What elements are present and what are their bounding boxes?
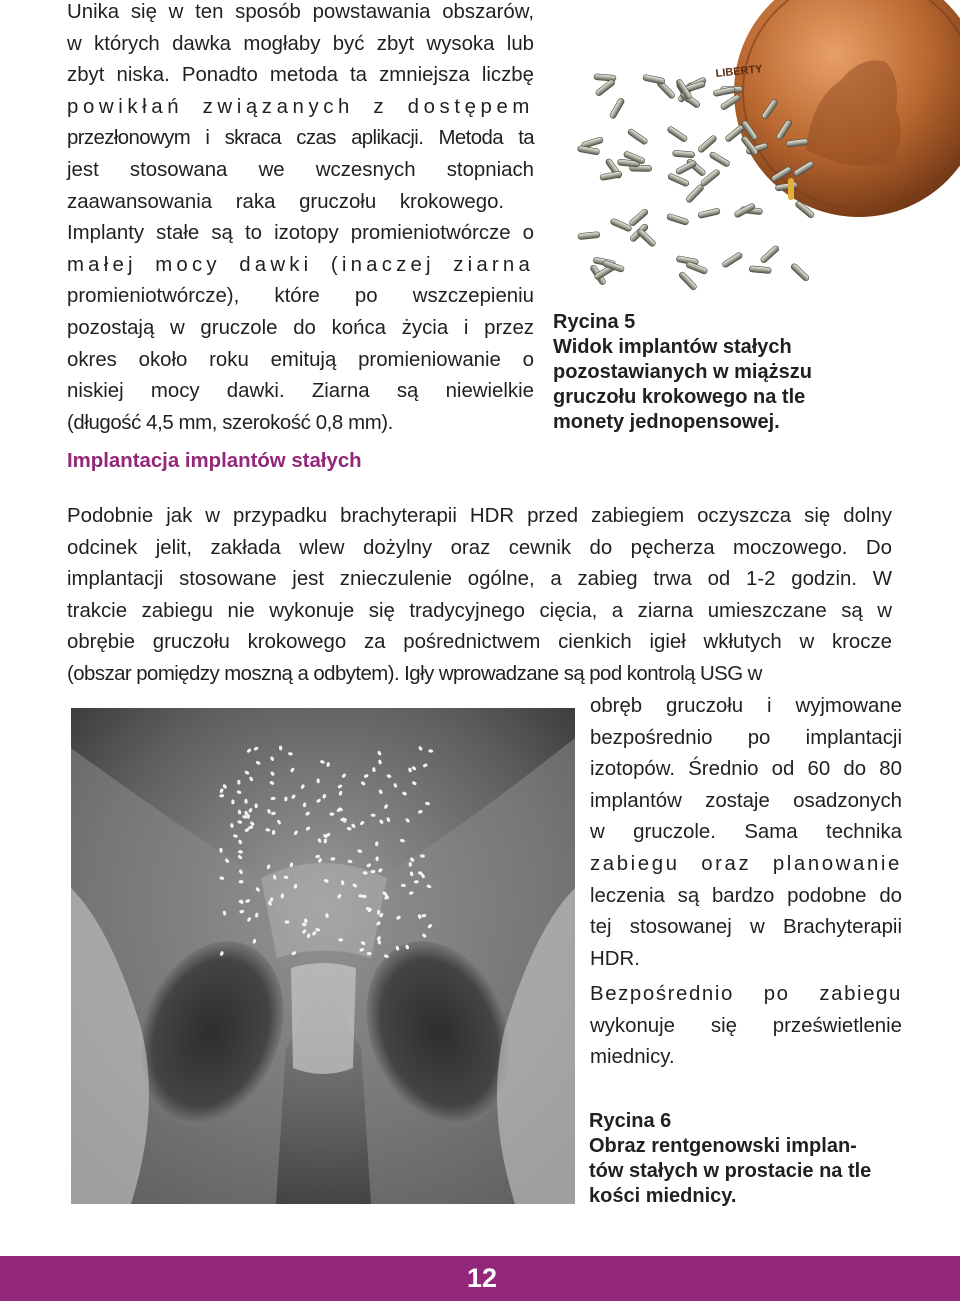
left-column-text [67,0,534,439]
text-line: (obszar pomiędzy moszną a odbytem). Igły wprowadzane są pod kontrolą USG w [67,662,762,685]
implant-seed [788,178,794,200]
implant-seed [643,74,666,84]
implant-seed [685,184,705,204]
procedure-paragraph [67,501,892,691]
implant-seed [721,252,743,269]
text-line: izotopów. Średnio od 60 do 80 [590,758,902,781]
text-line: wykonuje się prześwietlenie [590,1014,902,1037]
text-line: zbyt niska. Ponadto metoda ta zmniejsza liczbę [67,64,534,87]
caption-line: kości miednicy. [589,1185,737,1207]
right-column-text [590,691,902,975]
implant-seed [760,245,780,264]
text-line: jest stosowana we wczesnych stopniach [67,158,534,181]
text-line: Podobnie jak w przypadku brachyterapii HDR przed zabiegiem oczyszcza się dolny [67,505,892,527]
text-line: trakcie zabiegu nie wykonuje się tradycyjnego cięcia, a ziarna umieszczane są w [67,599,892,622]
text-line: pozostają w gruczole do końca życia i przez [67,316,534,339]
implant-seed [627,128,648,145]
caption-line: gruczołu krokowego na tle [553,386,806,408]
text-line: obręb gruczołu i wyjmowane [590,695,902,717]
text-line: Unika się w ten sposób powstawania obszarów, [67,1,534,23]
text-line: implantacji stosowane jest znieczulenie ogólne, a zabieg trwa od 1-2 godzin. W [67,568,892,591]
pelvis-xray-image [71,708,575,1204]
caption-line: Widok implantów stałych [553,336,792,358]
implant-seed [667,173,690,188]
implant-seed [667,126,689,143]
implant-seed [666,213,689,225]
page-footer-bar [0,1256,960,1301]
implant-seed [697,134,717,153]
text-line: Bezpośrednio po zabiegu [590,983,902,1005]
text-line: obrębie gruczołu krokowego za pośrednictwem cienkich igieł wkłutych w krocze [67,631,892,654]
text-line: HDR. [590,947,640,970]
after-procedure-paragraph [590,979,902,1074]
figure6-caption [589,1109,929,1209]
caption-line: pozostawianych w miąższu [553,361,812,383]
text-line: małej mocy dawki (inaczej ziarna [67,253,534,276]
text-line: tej stosowanej w Brachyterapii [590,916,902,939]
implant-seed [709,151,731,167]
implant-seed [698,208,721,219]
text-line: leczenia są bardzo podobne do [590,884,902,907]
text-line: w których dawka mogłaby być zbyt wysoka lub [67,32,534,55]
text-line: miednicy. [590,1046,675,1069]
text-line: promieniotwórcze), które po wszczepieniu [67,285,534,308]
text-line: okres około roku emitują promieniowanie o [67,348,534,371]
text-line: powikłań związanych z dostępem [67,95,534,118]
implant-seed [749,266,771,274]
text-line: (długość 4,5 mm, szerokość 0,8 mm). [67,411,393,434]
text-line: Implanty stałe są to izotopy promieniotwórcze o [67,222,534,245]
text-line: w gruczole. Sama technika [590,821,902,844]
implant-seed [790,263,810,282]
text-line: niskiej mocy dawki. Ziarna są niewielkie [67,380,534,403]
text-line: zaawansowania raka gruczołu krokowego. [67,190,505,213]
coin-lettering: LIBERTY [715,63,764,81]
text-line: implantów zostaje osadzonych [590,789,902,812]
implant-seed [678,271,698,291]
implant-seed [672,150,694,158]
section-heading: Implantacja implantów stałych [67,450,362,472]
caption-line: monety jednopensowej. [553,411,780,433]
figure6-label: Rycina 6 [589,1110,672,1132]
text-line: przezłonowym i skraca czas aplikacji. Metoda ta [67,127,534,150]
implant-seed [595,79,616,97]
figure5-label: Rycina 5 [553,311,636,333]
figure5-caption [553,310,873,435]
caption-line: Obraz rentgenowski implan- [589,1135,857,1157]
text-line: zabiegu oraz planowanie [590,852,902,875]
implant-seed [600,171,623,181]
implant-seed [636,228,656,247]
text-line: bezpośrednio po implantacji [590,726,902,749]
seeds-and-coin-photo [556,0,960,300]
caption-line: tów stałych w prostacie na tle [589,1160,872,1182]
implant-seed [578,231,600,239]
implant-seed [610,218,633,232]
text-line: odcinek jelit, zakłada wlew dożylny oraz cewnik do pęcherza moczowego. Do [67,536,892,559]
page-number: 12 [466,1263,498,1293]
implant-seed [609,97,625,119]
